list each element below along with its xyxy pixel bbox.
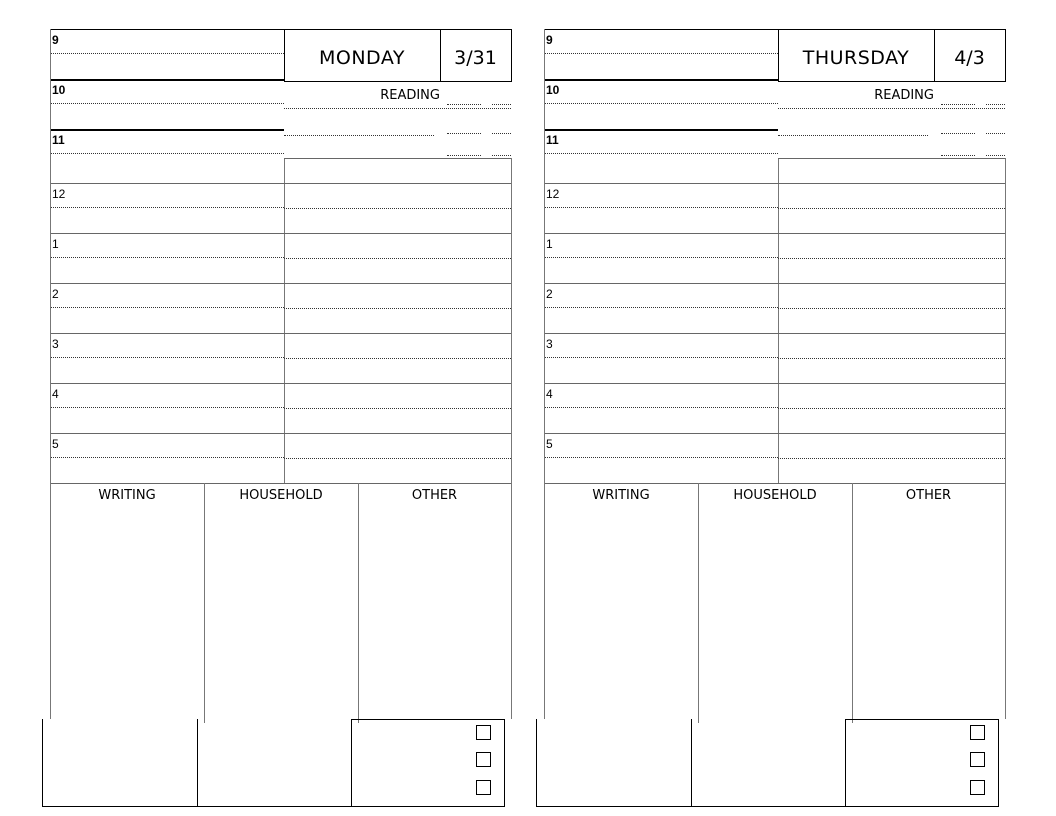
- notes-line: [284, 458, 511, 459]
- notes-line: [284, 358, 511, 359]
- reading-label: READING: [874, 88, 934, 103]
- day-date: 4/3: [954, 47, 985, 69]
- notes-line: [778, 433, 1005, 434]
- bottom-box-left: [536, 719, 537, 807]
- notes-line: [284, 333, 511, 334]
- reading-line: [778, 135, 928, 136]
- half-hour-line: [50, 257, 284, 258]
- hour-label: 10: [52, 83, 66, 97]
- category-label-household: HOUSEHOLD: [733, 488, 817, 503]
- notes-line: [284, 183, 511, 184]
- reading-blank: [447, 133, 481, 134]
- reading-blank: [447, 155, 481, 156]
- notes-line: [284, 383, 511, 384]
- notes-line: [778, 283, 1005, 284]
- hour-divider: [544, 183, 778, 184]
- category-divider: [204, 483, 205, 723]
- hour-label: 4: [52, 387, 59, 401]
- hour-label: 2: [546, 287, 553, 301]
- reading-blank: [941, 155, 975, 156]
- half-hour-line: [544, 457, 778, 458]
- hour-divider: [544, 129, 778, 131]
- hour-label: 3: [52, 337, 59, 351]
- category-divider: [358, 483, 359, 723]
- category-label-writing: WRITING: [592, 488, 650, 503]
- schedule-left-border: [50, 29, 51, 719]
- category-label-household: HOUSEHOLD: [239, 488, 323, 503]
- checkbox-3[interactable]: [970, 780, 985, 795]
- hour-divider: [50, 283, 284, 284]
- notes-line: [284, 233, 511, 234]
- half-hour-line: [50, 153, 284, 154]
- checkbox-1[interactable]: [970, 725, 985, 740]
- half-hour-line: [50, 207, 284, 208]
- reading-label: READING: [380, 88, 440, 103]
- day-name: MONDAY: [319, 47, 405, 69]
- reading-line: [778, 108, 1005, 109]
- reading-line: [284, 108, 511, 109]
- hour-label: 2: [52, 287, 59, 301]
- half-hour-line: [544, 207, 778, 208]
- hour-divider: [50, 183, 284, 184]
- schedule-top-border: [50, 29, 284, 30]
- header-right-border: [1005, 29, 1006, 82]
- notes-line: [778, 308, 1005, 309]
- schedule-bottom: [50, 483, 511, 484]
- notes-line: [284, 433, 511, 434]
- reading-blank: [986, 155, 1005, 156]
- schedule-left-border: [544, 29, 545, 719]
- notes-line: [778, 258, 1005, 259]
- bottom-box-bottom: [42, 806, 504, 807]
- reading-blank: [447, 104, 481, 105]
- schedule-top-border: [544, 29, 778, 30]
- half-hour-line: [544, 53, 778, 54]
- notes-top: [778, 158, 1005, 159]
- notes-line: [284, 208, 511, 209]
- bottom-box-top: [845, 719, 998, 720]
- bottom-box-bottom: [536, 806, 998, 807]
- half-hour-line: [50, 357, 284, 358]
- category-divider: [698, 483, 699, 723]
- hour-divider: [50, 333, 284, 334]
- checkbox-1[interactable]: [476, 725, 491, 740]
- hour-label: 4: [546, 387, 553, 401]
- half-hour-line: [544, 357, 778, 358]
- day-date: 3/31: [454, 47, 497, 69]
- notes-line: [284, 308, 511, 309]
- notes-line: [778, 333, 1005, 334]
- reading-blank: [941, 104, 975, 105]
- hour-divider: [544, 433, 778, 434]
- hour-divider: [50, 233, 284, 234]
- half-hour-line: [544, 407, 778, 408]
- hour-label: 3: [546, 337, 553, 351]
- reading-line: [284, 135, 434, 136]
- notes-top: [284, 158, 511, 159]
- hour-label: 11: [52, 133, 65, 147]
- hour-label: 12: [52, 187, 66, 201]
- hour-label: 1: [52, 237, 59, 251]
- hour-divider: [50, 383, 284, 384]
- bottom-box-divider: [845, 719, 846, 807]
- schedule-bottom: [544, 483, 1005, 484]
- schedule-column-divider: [778, 158, 779, 483]
- half-hour-line: [50, 53, 284, 54]
- header-bottom-border: [778, 81, 1005, 82]
- hour-divider: [544, 233, 778, 234]
- notes-right-border: [1005, 158, 1006, 719]
- reading-blank: [986, 104, 1005, 105]
- hour-divider: [544, 383, 778, 384]
- notes-line: [778, 458, 1005, 459]
- notes-line: [284, 283, 511, 284]
- reading-blank: [986, 133, 1005, 134]
- planner-page-right: [494, 0, 1022, 816]
- notes-line: [778, 383, 1005, 384]
- half-hour-line: [50, 307, 284, 308]
- category-label-writing: WRITING: [98, 488, 156, 503]
- bottom-box-top: [351, 719, 504, 720]
- hour-divider: [544, 333, 778, 334]
- reading-blank: [941, 133, 975, 134]
- hour-label: 1: [546, 237, 553, 251]
- hour-label: 11: [546, 133, 559, 147]
- hour-label: 9: [52, 33, 59, 47]
- day-name: THURSDAY: [802, 47, 910, 69]
- half-hour-line: [50, 457, 284, 458]
- bottom-box-divider: [197, 719, 198, 807]
- notes-line: [778, 358, 1005, 359]
- checkbox-2[interactable]: [970, 752, 985, 767]
- bottom-box-right: [998, 719, 999, 807]
- bottom-box-divider: [351, 719, 352, 807]
- checkbox-3[interactable]: [476, 780, 491, 795]
- schedule-column-divider: [284, 158, 285, 483]
- hour-divider: [544, 79, 778, 81]
- hour-label: 5: [546, 437, 553, 451]
- hour-label: 5: [52, 437, 59, 451]
- half-hour-line: [544, 153, 778, 154]
- header-top-border: [284, 29, 511, 30]
- bottom-box-divider: [691, 719, 692, 807]
- hour-divider: [50, 129, 284, 131]
- half-hour-line: [544, 103, 778, 104]
- notes-line: [284, 408, 511, 409]
- hour-divider: [50, 433, 284, 434]
- header-top-border: [778, 29, 1005, 30]
- notes-line: [778, 183, 1005, 184]
- hour-divider: [544, 283, 778, 284]
- half-hour-line: [50, 103, 284, 104]
- hour-label: 12: [546, 187, 560, 201]
- notes-line: [778, 233, 1005, 234]
- hour-label: 10: [546, 83, 560, 97]
- notes-line: [778, 208, 1005, 209]
- notes-line: [284, 258, 511, 259]
- half-hour-line: [544, 257, 778, 258]
- bottom-box-left: [42, 719, 43, 807]
- half-hour-line: [544, 307, 778, 308]
- category-label-other: OTHER: [411, 488, 458, 503]
- hour-divider: [50, 79, 284, 81]
- notes-line: [778, 408, 1005, 409]
- category-label-other: OTHER: [905, 488, 952, 503]
- hour-label: 9: [546, 33, 553, 47]
- half-hour-line: [50, 407, 284, 408]
- category-divider: [852, 483, 853, 723]
- checkbox-2[interactable]: [476, 752, 491, 767]
- header-bottom-border: [284, 81, 511, 82]
